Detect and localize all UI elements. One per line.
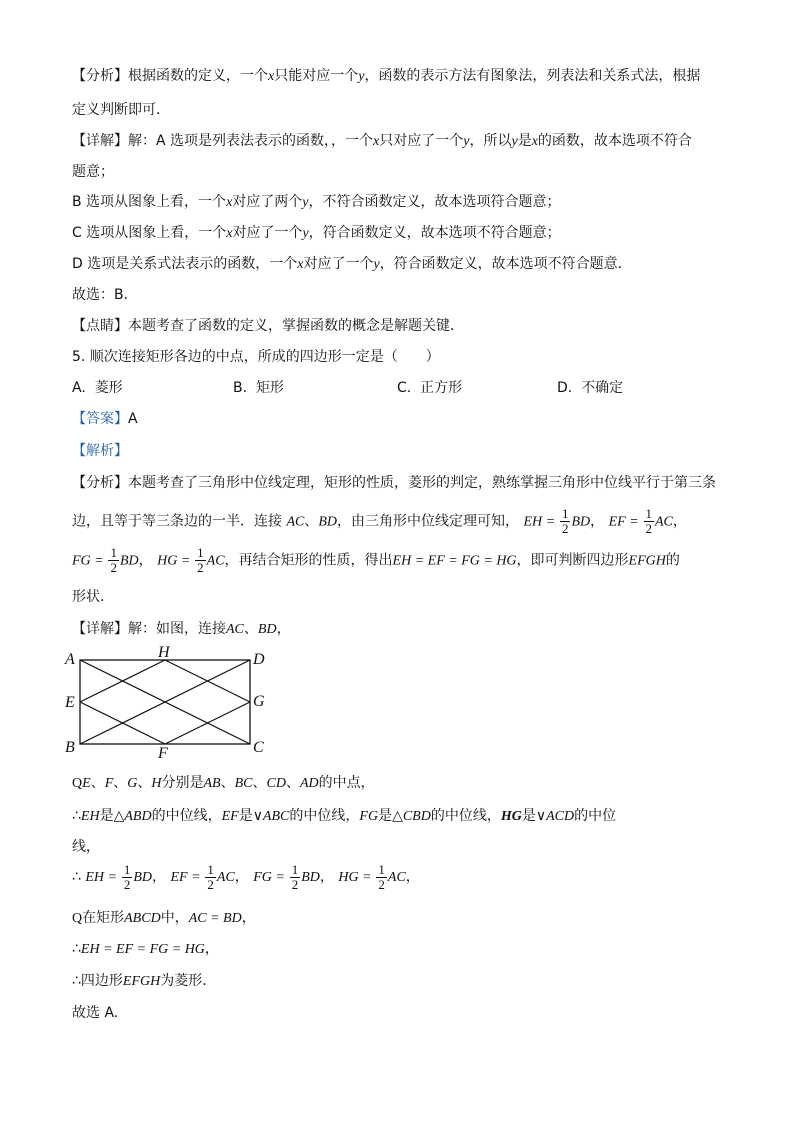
option-b: B. 矩形 (233, 380, 284, 396)
option-d-line: D 选项是关系式法表示的函数，一个x对应了一个y，符合函数定义，故本选项不符合题意． (72, 256, 632, 272)
option-a: A. 菱形 (72, 380, 123, 396)
option-c-line: C 选项从图象上看，一个x对应了一个y，符合函数定义，故本选项不符合题意； (72, 225, 561, 241)
label-d: D (253, 651, 265, 668)
proof-line-4: ∴ EH = $\frac{1}{2}$ BD， EF = $\frac{1}{2}$ AC， FG = $\frac{1}{2}$ BD， HG = $\frac{1}{2}$ AC， (72, 861, 420, 892)
explain-label: 【解析】 (72, 443, 128, 459)
analysis-line-2: 定义判断即可． (72, 102, 170, 118)
choice-line: 故选：B． (72, 287, 138, 303)
rectangle-figure (64, 644, 284, 760)
fraction-one-half: $\frac{1}{2}$ (110, 545, 117, 575)
answer-label: 【答案】 (72, 411, 128, 427)
label-a: A (65, 651, 75, 668)
fraction-one-half: $\frac{1}{2}$ (378, 861, 385, 892)
q5-detail-line: 【详解】解：如图，连接AC、BD， (72, 621, 291, 637)
label-h: H (158, 644, 170, 661)
answer-value: A (128, 411, 138, 427)
fraction-one-half: $\frac{1}{2}$ (291, 861, 299, 892)
option-c: C. 正方形 (397, 380, 463, 396)
detail-line-2: 题意； (72, 164, 114, 180)
option-d: D. 不确定 (557, 380, 624, 396)
fraction-one-half: $\frac{1}{2}$ (561, 506, 569, 536)
proof-line-1: QE、F、G、H分别是AB、BC、CD、AD的中点， (72, 775, 375, 791)
q5-analysis-line-1: 【分析】本题考查了三角形中位线定理，矩形的性质，菱形的判定，熟练掌握三角形中位线平行于第三条 (72, 475, 716, 491)
answer-line (72, 409, 138, 429)
proof-line-5: Q在矩形ABCD中，AC = BD， (72, 910, 256, 926)
label-c: C (253, 739, 264, 756)
label-g: G (253, 693, 265, 710)
proof-line-3: 线， (72, 839, 100, 855)
comment-label: 【点睛】 (72, 318, 128, 334)
comment-line: 【点睛】本题考查了函数的定义，掌握函数的概念是解题关键． (72, 318, 464, 334)
fraction-one-half: $\frac{1}{2}$ (197, 545, 204, 575)
label-b: B (65, 739, 75, 756)
label-f: F (158, 745, 168, 760)
q5-analysis-line-3: FG = $\frac{1}{2}$ BD， HG = $\frac{1}{2}$ AC，再结合矩形的性质，得出EH = EF = FG = HG，即可判断四边形EFGH的 (72, 545, 680, 575)
q5-detail-label: 【详解】 (72, 621, 128, 637)
label-e: E (65, 694, 75, 711)
fraction-one-half: $\frac{1}{2}$ (207, 861, 214, 892)
analysis-label: 【分析】 (72, 68, 128, 84)
detail-label: 【详解】 (72, 133, 128, 149)
question-stem: 5. 顺次连接矩形各边的中点，所成的四边形一定是（ ） (72, 349, 440, 365)
explain-heading (72, 441, 128, 461)
analysis-line-1: 【分析】根据函数的定义，一个x只能对应一个y，函数的表示方法有图象法，列表法和关系式法，根据 (72, 68, 701, 84)
proof-line-7: ∴四边形EFGH为菱形． (72, 973, 217, 989)
question-options (72, 378, 722, 398)
proof-line-6: ∴EH = EF = FG = HG， (72, 941, 219, 957)
q5-analysis-line-2: 边，且等于等三条边的一半．连接 AC、BD，由三角形中位线定理可知， EH = $\frac{1}{2}$ BD， EF = $\frac{1}{2}$ AC， (72, 506, 687, 536)
proof-line-2: ∴EH是△ABD的中位线，EF是∨ABC的中位线，FG是△CBD的中位线，HG是∨ACD的中位 (72, 808, 617, 824)
fraction-one-half: $\frac{1}{2}$ (123, 861, 131, 892)
q5-analysis-line-4: 形状． (72, 589, 114, 605)
q5-analysis-label: 【分析】 (72, 475, 128, 491)
option-b-line: B 选项从图象上看，一个x对应了两个y，不符合函数定义，故本选项符合题意； (72, 194, 561, 210)
detail-line-1: 【详解】解：A 选项是列表法表示的函数，，一个x只对应了一个y，所以y是x的函数，故本选项不符合 (72, 133, 692, 149)
proof-final: 故选 A. (72, 1005, 119, 1021)
fraction-one-half: $\frac{1}{2}$ (645, 506, 652, 536)
